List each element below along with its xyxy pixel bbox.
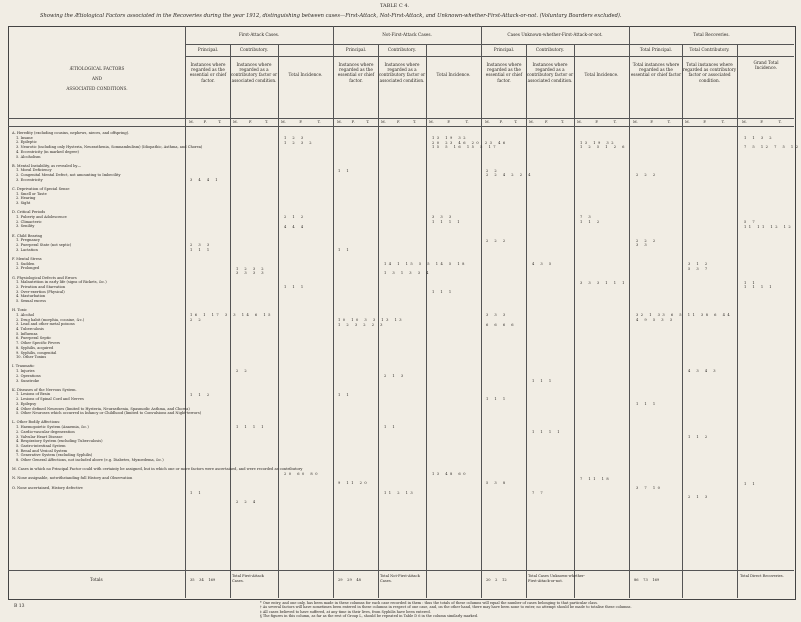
table-cell: 13 19 32 xyxy=(432,136,469,140)
table-cell: 20 23 46 20 23 46 xyxy=(432,140,508,145)
row-label: 1. Sudden xyxy=(16,261,35,266)
row-label: 4. Tuberculosis xyxy=(16,327,44,331)
table-cell: 13 19 32 xyxy=(580,140,617,145)
table-cell: 1 3 1 3 3 4 xyxy=(384,271,431,276)
table-cell: 15 5 16 15 5 17 xyxy=(432,145,499,150)
row-label: 10. Other Toxins xyxy=(16,355,47,360)
table-cell: 1 1 xyxy=(338,248,352,252)
total-principal-head: Total Principal. xyxy=(639,47,673,52)
sex-col-header: F. xyxy=(545,120,549,124)
sex-col-header: T. xyxy=(265,120,269,124)
table-cell: 5 3 8 xyxy=(486,481,508,486)
table-cell: 4 4 4 xyxy=(284,224,306,229)
totals-first: 35 34 169 xyxy=(190,578,216,582)
row-label: 1. Lesions of Brain xyxy=(16,392,51,397)
section-label: A. Heredity (excluding cousins, nephews, nieces, and offspring). xyxy=(12,131,130,135)
first-principal-head: Principal. xyxy=(197,47,219,52)
row-label: 1. Moral Deficiency xyxy=(16,168,52,173)
row-label: 2. Climacteric xyxy=(16,219,42,224)
table-cell: 1 2 3 2 2 3 xyxy=(338,322,385,327)
row-label: 1. Pregnancy xyxy=(16,238,40,243)
table-cell: 7 7 xyxy=(532,490,546,495)
sex-col-header: F. xyxy=(249,120,253,124)
nf-principal-desc: Instances where regarded as the essential or chief factor. xyxy=(337,62,375,83)
table-cell: 1 1 xyxy=(338,168,352,173)
section-label: B. Mental Instability, as revealed by— xyxy=(12,163,82,168)
table-cell: 13 48 60 xyxy=(432,472,469,477)
sex-col-header: F. xyxy=(397,120,401,124)
stub-header-line2: AND xyxy=(91,76,103,81)
first-total-incidence: Total Incidence. xyxy=(288,72,323,77)
row-label: 4. Eccentricity (in marked degree) xyxy=(16,149,79,154)
bracket-note-unknown: Total Cases Unknown-whether-First-Attack-or-not. xyxy=(528,574,585,583)
table-cell: 1 2 3 2 xyxy=(236,266,267,271)
sex-col-header: T. xyxy=(613,120,617,124)
uk-contrib-head: Contributory. xyxy=(535,47,565,52)
table-cell: 1 2 3 xyxy=(284,136,306,140)
row-label: 2. Epileptic xyxy=(16,140,37,145)
table-cell: 2 2 2 xyxy=(636,238,658,243)
row-label: 2. Privation and Starvation xyxy=(16,284,66,289)
section-label: N. None assignable, notwithstanding full History and Observation xyxy=(12,476,133,481)
row-label: 7. Other Specific Fevers xyxy=(16,341,61,346)
sex-col-header: T. xyxy=(514,120,518,124)
row-label: 9. Syphilis, congenital xyxy=(16,350,57,355)
sex-col-header: M. xyxy=(381,120,386,124)
sex-col-header: T. xyxy=(218,120,222,124)
table-cell: 1 1 1 xyxy=(284,285,306,290)
table-cell: 1 1 1 xyxy=(486,397,508,402)
first-principal-desc: Instances where regarded as the essential or chief factor. xyxy=(189,62,227,83)
bracket-note-total: Total Direct Recoveries. xyxy=(740,574,784,578)
grand-total-head: Grand Total Incidence. xyxy=(753,60,779,71)
row-label: 1. Smell or Taste xyxy=(16,191,47,196)
sex-col-header: T. xyxy=(413,120,417,124)
table-cell: 16 1 17 3 3 14 6 15 xyxy=(190,313,273,318)
sex-col-header: F. xyxy=(595,120,599,124)
sex-col-header: T. xyxy=(721,120,725,124)
row-label: 3. Lead and other metal poisons xyxy=(16,322,75,327)
row-label: 2. Congenital Mental Defect, not amounting to Imbecility xyxy=(16,173,121,178)
table-cell: 2 2 2 xyxy=(486,238,508,243)
table-cell: 1 1 3 2 xyxy=(744,136,775,140)
table-cell: 4 3 4 3 xyxy=(688,369,719,374)
row-label: 5. Influenza xyxy=(16,331,38,336)
row-label: 1. Insane xyxy=(16,135,33,140)
sex-col-header: M. xyxy=(189,120,194,124)
group-first-attack: First-Attack Cases. xyxy=(238,32,280,37)
row-label: 3. Over-exertion (Physical) xyxy=(16,289,65,294)
row-label: 2. Drug habit (morphia, cocaine, &c.) xyxy=(16,317,85,322)
table-cell: 1 1 1 xyxy=(532,378,554,383)
group-not-first-attack: Not-First-Attack Cases. xyxy=(382,32,432,37)
nf-contrib-head: Contributory. xyxy=(387,47,417,52)
table-cell: 2 2 4 2 2 4 xyxy=(486,173,533,178)
nf-principal-head: Principal. xyxy=(345,47,367,52)
table-cell: 5 7 xyxy=(744,220,758,224)
table-cell: 1 2 5 1 2 6 xyxy=(580,145,627,150)
row-label: 3. Epilepsy xyxy=(16,401,37,406)
row-label: 1. Injuries xyxy=(16,369,35,374)
table-cell: 1 1 1 xyxy=(432,289,454,294)
footnotes xyxy=(260,601,800,618)
sex-col-header: M. xyxy=(633,120,638,124)
table-cell: 2 2 2 xyxy=(636,173,658,178)
section-label: G. Physiological Defects and Errors xyxy=(12,275,77,280)
table-cell: 2 2 xyxy=(486,168,500,173)
table-cell: 11 2 13 xyxy=(384,490,416,495)
footnote-3: ‡ All cases believed to have suffered, at any time in their lives, from Syphilis have been entered. xyxy=(260,609,431,614)
section-label: I. Traumatic xyxy=(12,364,35,369)
table-cell: 3 3 3 xyxy=(486,313,508,318)
row-label: 2. Prolonged xyxy=(16,266,40,271)
table-cell: 3 3 3 xyxy=(432,215,454,220)
sex-col-header: F. xyxy=(447,120,451,124)
nf-contrib-desc: Instances where regarded as a contributory factor or associated condition. xyxy=(378,62,426,83)
table-cell: 1 1 xyxy=(338,392,352,397)
table-cell: 1 1 xyxy=(744,481,758,486)
table-label: TABLE C 4. xyxy=(380,3,410,9)
sex-col-header: M. xyxy=(233,120,238,124)
table-cell: 3 1 2 xyxy=(688,261,710,266)
table-cell: 2 3 3 xyxy=(190,243,212,248)
table-cell: 6 6 6 6 xyxy=(486,322,517,327)
sex-col-header: F. xyxy=(650,120,654,124)
table-cell: 1 1 1 1 xyxy=(432,220,463,224)
table-cell: 1 1 1 xyxy=(190,248,212,252)
row-label: 2. Cardio-vascular degeneration xyxy=(16,429,75,434)
table-cell: 9 11 20 xyxy=(338,481,370,486)
uk-total-incidence: Total Incidence. xyxy=(584,72,619,77)
row-label: 4. Other defined Neuroses (limited to Hysteria, Neurasthenia, Spasmodic Asthma, and Chorea) xyxy=(16,406,190,411)
sex-col-header: T. xyxy=(366,120,370,124)
table-cell: 1 1 2 xyxy=(580,220,602,224)
sex-col-header: F. xyxy=(499,120,503,124)
table-cell: 7 11 18 xyxy=(580,476,612,481)
table-cell: 5 3 7 xyxy=(688,266,710,271)
section-label: L. Other Bodily Affections: xyxy=(12,420,61,425)
table-cell: 2 2 4 xyxy=(236,500,258,504)
table-cell: 20 60 80 xyxy=(284,472,321,477)
row-label: 5. Other Neuroses which occurred in Infancy or Childhood (limited to Convulsions and Night-terrors) xyxy=(16,411,202,416)
section-label: O. None ascertained, History defective xyxy=(12,485,83,490)
row-label: 3. Sight xyxy=(16,201,31,206)
table-cell: 2 1 3 xyxy=(688,495,710,500)
section-label: F. Mental Stress xyxy=(12,256,42,261)
sex-col-header: F. xyxy=(203,120,207,124)
sex-col-header: M. xyxy=(577,120,582,124)
stub-header-line1: ÆTIOLOGICAL FACTORS xyxy=(69,66,125,71)
section-label: D. Critical Periods xyxy=(12,210,46,215)
table-cell: 1 1 1 xyxy=(636,402,658,407)
table-cell: 4 9 5 3 3 xyxy=(636,317,675,322)
stub-header-line3: ASSOCIATED CONDITIONS. xyxy=(66,86,128,91)
row-label: 1. Alcohol xyxy=(16,312,35,317)
table-cell: 2 1 3 xyxy=(384,374,406,379)
sex-col-header: M. xyxy=(337,120,342,124)
row-label: 2. Operations xyxy=(16,373,41,378)
row-label: 3. Neurotic (including only Hysteria, Neurasthenia, Somnambulism) (Idiopathic, Asthma, and Chorea) xyxy=(16,145,203,150)
table-cell: 3 3 3 1 1 1 xyxy=(580,280,627,285)
footnote-1: * One entry, and one only, has been made in these columns for each case recorded in them : thus the totals of these columns will equal the number of cases belonging to that particular class. xyxy=(260,601,599,605)
row-label: 6. Puerperal Septic xyxy=(16,336,52,341)
row-label: 5. Gastro-intestinal System xyxy=(16,443,66,448)
table-cell: 10 10 3 3 13 13 xyxy=(338,317,405,322)
table-cell: 1 1 xyxy=(384,425,398,430)
group-unknown: Cases Unknown-whether-First-Attack-or-not. xyxy=(507,32,603,37)
sex-col-header: T. xyxy=(667,120,671,124)
page-mark: B 13 xyxy=(14,604,25,609)
table-cell: 32 1 33 6 5 11 38 6 44 xyxy=(636,313,733,318)
table-cell: 1 1 1 1 xyxy=(744,285,775,290)
section-label: H. Toxic xyxy=(12,308,27,313)
table-cell: 1 1 1 1 xyxy=(532,430,563,435)
row-label: 7. Generative System (excluding Syphilis) xyxy=(16,453,93,458)
table-cell: 3 7 10 xyxy=(636,486,663,491)
row-label: 4. Respiratory System (excluding Tuberculosis) xyxy=(16,439,103,444)
row-label: 1. Puberty and Adolescence xyxy=(16,215,67,219)
table-cell: 14 1 15 5 5 14 5 18 xyxy=(384,261,467,266)
row-label: 1. Haemopoietic System (Anaemia, &c.) xyxy=(16,425,89,430)
row-label: 2. Puerperal State (not septic) xyxy=(16,243,72,247)
row-label: 3. Lactation xyxy=(16,247,38,252)
table-cell: 2 2 xyxy=(236,369,250,374)
row-label: 3. Senility xyxy=(16,224,35,229)
row-label: 8. Syphilis, acquired xyxy=(16,345,54,350)
totals-notfirst: 29 29 48 xyxy=(338,578,361,582)
row-label: 4. Masturbation xyxy=(16,294,46,299)
sex-col-header: M. xyxy=(281,120,286,124)
uk-contrib-desc: Instances where regarded as a contributory factor or associated condition. xyxy=(526,62,574,83)
section-label: E. Child Bearing xyxy=(12,233,43,238)
sex-col-header: M. xyxy=(685,120,690,124)
totals-total: 86 73 169 xyxy=(634,578,660,582)
table-cell: 1 1 1 1 xyxy=(236,425,267,430)
total-contrib-desc: Total instances where regarded as contributory factor or associated condition. xyxy=(682,62,737,83)
table-cell: 7 3 xyxy=(580,215,594,220)
row-label: 2. Lesions of Spinal Cord and Nerves xyxy=(16,397,84,402)
section-label: M. Cases in which no Principal Factor could with certainty be assigned, but in which one or more factors were ascertained, and were recorded as contributory xyxy=(12,467,303,472)
first-contrib-desc: Instances where regarded as a contributory factor or associated condition. xyxy=(230,62,278,83)
row-label: 1. Malnutrition in early life (signs of Rickets, &c.) xyxy=(16,280,107,285)
row-label: 2. Hearing xyxy=(16,196,36,201)
table-cell: 3 3 3 3 xyxy=(236,271,267,276)
uk-principal-head: Principal. xyxy=(493,47,515,52)
sex-col-header: M. xyxy=(485,120,490,124)
sex-col-header: T. xyxy=(561,120,565,124)
row-label: 3. Sunstroke xyxy=(16,378,40,383)
sex-col-header: M. xyxy=(529,120,534,124)
bracket-note-notfirst: Total Not-First-Attack Cases. xyxy=(380,574,420,583)
footnote-2: † As several factors will have sometimes been entered in these columns in respect of one case, and, on the other hand, there may have been none to enter, no attempt should be made to totalise these columns. xyxy=(260,605,632,610)
row-label: 3. Eccentricity xyxy=(16,177,43,182)
sex-col-header: T. xyxy=(317,120,321,124)
row-label: 5. Alcoholism xyxy=(16,154,41,159)
group-total-recoveries: Total Recoveries. xyxy=(693,32,730,37)
section-label: K. Diseases of the Nervous System. xyxy=(12,387,77,392)
table-cell: 1 2 3 2 xyxy=(284,140,315,145)
table-cell: 3 4 4 1 xyxy=(190,178,221,183)
row-label: 8. Other General Affections, not included above (e.g. Diabetes, Myxoedema, &c.) xyxy=(16,458,164,462)
table-cell: 7 5 12 7 5 12 xyxy=(744,145,801,150)
total-principal-desc: Total instances where regarded as the essential or chief factor xyxy=(630,62,682,78)
total-contrib-head: Total Contributory. xyxy=(689,47,730,52)
footnote-4: § The figures in this column, as far as the rest of Group L, should be repeated in Table D 6 in the column similarly marked. xyxy=(260,613,479,618)
row-label: 6. Renal and Vesical System xyxy=(16,448,68,453)
table-cell: 1 1 xyxy=(744,280,758,285)
uk-principal-desc: Instances where regarded as the essential or chief factor. xyxy=(485,62,523,83)
sex-col-header: M. xyxy=(429,120,434,124)
row-label: 3. Valvular Heart Disease xyxy=(16,434,63,439)
sex-col-header: F. xyxy=(703,120,707,124)
table-cell: 2 2 xyxy=(190,317,204,322)
first-contrib-head: Contributory. xyxy=(239,47,269,52)
sex-col-header: F. xyxy=(760,120,764,124)
table-cell: 1 1 2 xyxy=(190,392,212,397)
table-cell: 1 1 2 xyxy=(688,434,710,439)
table-cell: 1 1 xyxy=(190,490,204,495)
totals-label: Totals xyxy=(90,577,103,582)
table-title: Showing the Ætiological Factors associated in the Recoveries during the year 1912, distinguishing between cases—First-Attack, Not-First-Attack, and Unknown-whether-First-Attack-or-not. (Voluntary Boarders excluded). xyxy=(40,13,622,19)
nf-total-incidence: Total Incidence. xyxy=(436,72,471,77)
table-cell: 11 11 12 12 xyxy=(744,224,794,229)
section-label: C. Deprivation of Special Sense xyxy=(12,187,70,191)
table-cell: 3 3 xyxy=(636,243,650,248)
totals-unknown: 20 2 12 xyxy=(486,578,507,582)
sex-col-header: T. xyxy=(465,120,469,124)
sex-col-header: F. xyxy=(351,120,355,124)
table-cell: 2 1 2 xyxy=(284,215,306,220)
sex-col-header: T. xyxy=(778,120,782,124)
row-label: 5. Sexual excess xyxy=(16,299,46,303)
table-cell: 4 3 5 xyxy=(532,261,554,266)
sex-col-header: M. xyxy=(742,120,747,124)
bracket-note-first: Total First-Attack Cases. xyxy=(232,574,264,583)
sex-col-header: F. xyxy=(299,120,303,124)
